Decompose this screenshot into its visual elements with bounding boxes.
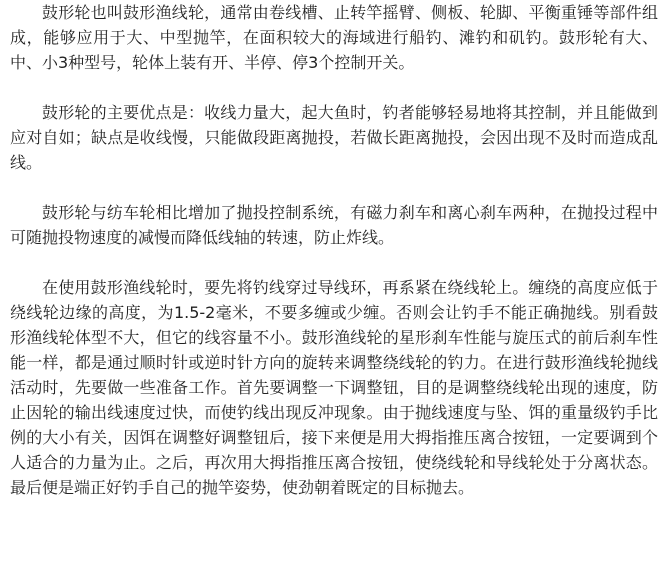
paragraph-intro: 鼓形轮也叫鼓形渔线轮，通常由卷线槽、止转竿摇臂、侧板、轮脚、平衡重锤等部件组成，能够应用于大、中型抛竿，在面积较大的海域进行船钓、滩钓和矶钓。鼓形轮有大、中、小3种型号，轮体上装有开、半停、停3个控制开关。: [10, 3, 658, 72]
paragraph-pros-cons: 鼓形轮的主要优点是：收线力量大，起大鱼时，钓者能够轻易地将其控制，并且能做到应对自如；缺点是收线慢，只能做段距离抛投，若做长距离抛投，会因出现不及时而造成乱线。: [10, 103, 658, 172]
paragraph-comparison: 鼓形轮与纺车轮相比增加了抛投控制系统，有磁力刹车和离心刹车两种，在抛投过程中可随抛投物速度的减慢而降低线轴的转速，防止炸线。: [10, 203, 658, 247]
paragraph-usage: 在使用鼓形渔线轮时，要先将钓线穿过导线环，再系紧在绕线轮上。缠绕的高度应低于绕线轮边缘的高度，为1.5-2毫米，不要多缠或少缠。否则会让钓手不能正确抛线。别看鼓形渔线轮体型不大，但它的线容量不小。鼓形渔线轮的星形刹车性能与旋压式的前后刹车性能一样，都是通过顺时针或逆时针方向的旋转来调整绕线轮的钓力。在进行鼓形渔线轮抛线活动时，先要做一些准备工作。首先要调整一下调整钮，目的是调整绕线轮出现的速度，防止因轮的输出线速度过快，而使钓线出现反冲现象。由于抛线速度与坠、饵的重量级钓手比例的大小有关，因饵在调整好调整钮后，接下来便是用大拇指推压离合按钮，一定要调到个人适合的力量为止。之后，再次用大拇指推压离合按钮，使绕线轮和导线轮处于分离状态。最后便是端正好钓手自己的抛竿姿势，使劲朝着既定的目标抛去。: [10, 278, 658, 497]
article-body: [10, 0, 658, 500]
